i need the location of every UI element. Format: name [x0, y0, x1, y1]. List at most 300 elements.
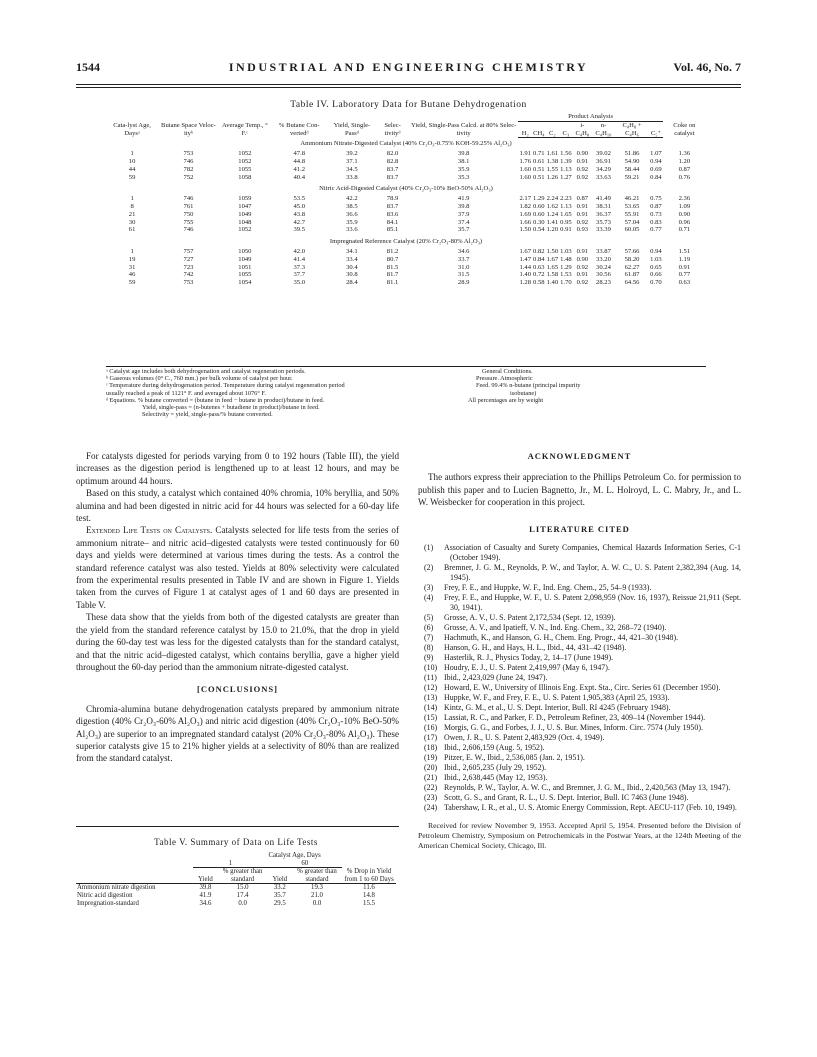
reference-item — [424, 563, 741, 583]
table-cell: 1.44 — [519, 263, 532, 271]
table-cell: 1.53 — [560, 271, 572, 279]
table-cell: 57.66 — [624, 247, 640, 255]
table-cell: 0.92 — [576, 218, 589, 226]
table-cell: 19.3 — [311, 884, 323, 892]
table-cell: 37.7 — [293, 271, 306, 279]
table-cell: 1.61 — [546, 150, 559, 158]
reference-number: (23) — [424, 793, 438, 803]
table-cell: 55.91 — [624, 210, 640, 218]
reference-text: Ibid., 2,606,159 (Aug. 5, 1952). — [444, 743, 545, 753]
table-cell: 1055 — [238, 271, 252, 279]
table-cell: 31.5 — [457, 271, 470, 279]
table-row — [106, 211, 706, 219]
th-c2: C₂ — [546, 121, 560, 138]
table-cell: 30.4 — [346, 263, 358, 271]
table-cell: 1.07 — [650, 150, 662, 158]
table-cell: 78.9 — [386, 195, 399, 203]
table-cell: 1.47 — [519, 255, 532, 263]
table-cell: 57.04 — [624, 218, 640, 226]
reference-item — [424, 713, 741, 723]
reference-number: (17) — [424, 733, 438, 743]
table-cell: 28.23 — [596, 279, 611, 287]
table-cell: 1054 — [238, 279, 252, 287]
table-cell: 1.29 — [533, 195, 545, 203]
table-cell: 34.1 — [346, 247, 358, 255]
table-cell: 10 — [128, 157, 136, 165]
table5 — [76, 852, 396, 907]
table-cell: 83.7 — [386, 202, 399, 210]
footnote: usually reached a peak of 1121° F. and averaged about 1076° F. — [106, 389, 266, 397]
table-cell: 0.60 — [533, 202, 545, 210]
table-cell: 1.26 — [546, 173, 559, 181]
table-cell: 36.6 — [346, 210, 358, 218]
table-cell: 35.7 — [457, 226, 470, 234]
table-cell: 64.56 — [624, 279, 640, 287]
table-cell: 31.0 — [457, 263, 470, 271]
table-cell: 1052 — [238, 157, 252, 165]
right-column — [418, 450, 741, 851]
table-cell: 752 — [183, 173, 194, 181]
table4-section — [106, 138, 706, 183]
table-cell: 82.8 — [386, 157, 399, 165]
table-cell: 1055 — [238, 165, 252, 173]
table-cell: 41.2 — [293, 165, 306, 173]
table-cell: 33.87 — [596, 247, 611, 255]
table-cell: 1.38 — [546, 157, 559, 165]
th-yield-single: Yield, Single-Passᵈ — [333, 122, 371, 138]
table-row — [106, 248, 706, 256]
th-c5: C₅⁺ — [649, 121, 663, 138]
row-label: Ammonium nitrate digestion — [77, 884, 156, 892]
table-cell: 28.4 — [346, 279, 358, 287]
table-cell: 0.92 — [576, 263, 589, 271]
table-cell: 38.5 — [346, 202, 358, 210]
reference-text: Pitzer, E. W., Ibid., 2,536,085 (Jan. 2, 1951). — [444, 753, 585, 763]
table-cell: 0.93 — [576, 226, 589, 234]
table-cell: 757 — [183, 247, 194, 255]
footnote: ᶜ Temperature during dehydrogenation period. Temperature during catalyst regeneration period — [106, 382, 345, 390]
table-cell: 39.8 — [457, 202, 470, 210]
table-cell: 0.69 — [650, 165, 662, 173]
th-nc4: n-C₄H₁₀ — [592, 121, 615, 138]
reference-item — [424, 773, 741, 783]
conclusions-heading: [CONCLUSIONS] — [196, 684, 278, 695]
table-cell: 1.65 — [546, 263, 559, 271]
reference-text: Morgis, G. G., and Forbes, J. J., U. S. Bur. Mines, Inform. Circ. 7574 (July 1950). — [444, 723, 703, 733]
table-cell: 0.71 — [533, 150, 545, 158]
volume-issue: Vol. 46, No. 7 — [673, 60, 741, 74]
table-cell: 51.86 — [624, 150, 640, 158]
table-cell: 1049 — [238, 255, 252, 263]
table-row — [106, 195, 706, 203]
table-cell: 0.94 — [650, 157, 662, 165]
reference-number: (15) — [424, 713, 438, 723]
th-yield-60: Yield — [272, 875, 288, 883]
table-cell: 35.73 — [596, 218, 611, 226]
table-row — [106, 174, 706, 184]
page-number: 1544 — [76, 60, 100, 74]
table-cell: 753 — [183, 150, 194, 158]
table-cell: 53.65 — [624, 202, 640, 210]
th-space-velocity: Butane Space Veloc-ityᵇ — [161, 122, 216, 138]
reference-text: Ibid., 2,605,235 (July 29, 1952). — [444, 763, 547, 773]
reference-number: (12) — [424, 683, 438, 693]
table-cell: 0.0 — [312, 899, 322, 907]
reference-number: (5) — [424, 613, 434, 623]
reference-text: Ibid., 2,638,445 (May 12, 1953). — [444, 773, 548, 783]
reference-number: (24) — [424, 803, 438, 813]
table-cell: 61.87 — [624, 271, 640, 279]
table4-footnotes — [106, 368, 506, 418]
reference-number: (10) — [424, 663, 438, 673]
table-cell: 59 — [128, 173, 136, 181]
table-cell: 1.19 — [678, 255, 691, 263]
table-cell: 35.0 — [293, 279, 306, 287]
table5-top-rule — [76, 826, 399, 827]
table-cell: 36.91 — [596, 157, 611, 165]
reference-text: Frey, F. E., and Huppke, W. F., U. S. Patent 2,098,959 (Nov. 16, 1937), Reissue 21,911 (Sept. 30, 1941). — [444, 593, 741, 613]
table-cell: 0.90 — [678, 210, 691, 218]
table-cell: 0.83 — [650, 218, 662, 226]
th-yield-calc: Yield, Single-Pass Calcd. at 80% Selec-tivity — [411, 122, 517, 138]
table-cell: 45.0 — [293, 202, 306, 210]
table-cell: 33.20 — [596, 255, 611, 263]
table-row — [106, 219, 706, 227]
reference-item — [424, 693, 741, 703]
running-header — [76, 56, 741, 80]
general-condition: Pressure. Atmospheric — [476, 375, 533, 383]
table-cell: 723 — [183, 263, 194, 271]
table-cell: 37.1 — [346, 157, 358, 165]
table-cell: 1.28 — [519, 279, 532, 287]
reference-number: (9) — [424, 653, 434, 663]
reference-text: Hachmuth, K., and Hanson, G. H., Chem. Eng. Progr., 44, 421–30 (1948). — [444, 633, 679, 643]
reference-text: Howard, E. W., University of Illinois Eng. Expt. Sta., Circ. Series 61 (December 1950). — [444, 683, 721, 693]
table-cell: 42.2 — [346, 195, 358, 203]
table4-title: Table IV. Laboratory Data for Butane Dehydrogenation — [290, 100, 527, 110]
th-coke: Coke on catalyst — [673, 122, 696, 138]
header-rule — [76, 84, 741, 85]
table-cell: 0.51 — [533, 165, 545, 173]
table-cell: 0.91 — [576, 202, 589, 210]
table-cell: 47.8 — [293, 150, 306, 158]
table-cell: 33.2 — [273, 884, 286, 892]
table-cell: 1058 — [238, 173, 252, 181]
table-cell: 1.40 — [546, 279, 559, 287]
th-avg-temp: Average Temp., ° F.ᶜ — [221, 122, 268, 138]
table4-section — [106, 236, 706, 289]
table-row — [106, 226, 706, 236]
reference-item — [424, 733, 741, 743]
table-row — [106, 150, 706, 158]
table-cell: 0.91 — [560, 226, 572, 234]
table-cell: 59 — [128, 279, 136, 287]
th-greater-60: % greater than standard — [297, 868, 337, 883]
footnote: ᵃ Catalyst age includes both dehydrogenation and catalyst regeneration periods. — [106, 368, 306, 375]
reference-number: (14) — [424, 703, 438, 713]
table-cell: 0.60 — [533, 210, 545, 218]
footnote: Selectivity = yield, single-pass/% butane converted. — [142, 411, 273, 419]
table-cell: 0.87 — [576, 195, 589, 203]
reference-item — [424, 803, 741, 813]
table-cell: 0.77 — [650, 226, 662, 234]
table-cell: 755 — [183, 218, 194, 226]
reference-list — [418, 543, 741, 813]
table-cell: 14.8 — [363, 891, 375, 899]
table4 — [106, 113, 706, 289]
run-in-head: Extended Life Tests on Catalysts. — [86, 525, 213, 536]
table-cell: 1048 — [238, 218, 252, 226]
table-cell: 39.02 — [596, 150, 611, 158]
section-title: Impregnated Reference Catalyst (20% Cr₂O₃-80% Al₂O₃) — [329, 238, 483, 246]
table-cell: 0.58 — [533, 279, 545, 287]
table-cell: 1.09 — [678, 202, 691, 210]
table-cell: 0.76 — [678, 173, 691, 181]
table-cell: 1.13 — [560, 202, 572, 210]
table-cell: 782 — [183, 165, 194, 173]
reference-number: (4) — [424, 593, 434, 603]
table-cell: 29.5 — [273, 899, 286, 907]
table-cell: 0.92 — [576, 173, 589, 181]
reference-number: (6) — [424, 623, 434, 633]
table-cell: 0.75 — [650, 195, 662, 203]
table-cell: 0.70 — [650, 279, 662, 287]
table-cell: 0.61 — [533, 157, 545, 165]
table-cell: 53.5 — [293, 195, 306, 203]
reference-item — [424, 543, 741, 563]
table-cell: 1.24 — [546, 210, 559, 218]
table-cell: 1 — [130, 195, 134, 203]
table-cell: 80.7 — [386, 255, 399, 263]
table-cell: 0.94 — [650, 247, 662, 255]
reference-text: Association of Casualty and Surety Companies, Chemical Hazards Information Series, C-1 (October 1949). — [444, 543, 741, 563]
th-ic4: i-C₄H₈ — [573, 121, 592, 138]
table-cell: 21.0 — [311, 891, 323, 899]
table-cell: 0.91 — [576, 210, 589, 218]
table-cell: 0.91 — [678, 263, 691, 271]
table-cell: 1047 — [238, 202, 252, 210]
table-cell: 0.66 — [650, 271, 662, 279]
paragraph: These data show that the yields from both of the digested catalysts are greater than the yield from the standard reference catalyst by 15.0 to 21.0%, that the drop in yield during the 60-day test was less for the digested catalysts than for the standard catalyst, and that the nitric acid–digested catalyst, which contains beryllia, gave a higher yield throughout the 60-day period than the ammonium nitrate-digested catalyst. — [76, 612, 399, 672]
table-cell: 1.20 — [678, 157, 691, 165]
table-cell: 44 — [128, 165, 136, 173]
table-cell: 36.37 — [596, 210, 611, 218]
table-cell: 1059 — [238, 195, 252, 203]
table-cell: 1.03 — [650, 255, 662, 263]
reference-item — [424, 703, 741, 713]
reference-item — [424, 583, 741, 593]
reference-number: (16) — [424, 723, 438, 733]
table-cell: 33.4 — [346, 255, 358, 263]
table-cell: 40.4 — [293, 173, 306, 181]
table-cell: 746 — [183, 226, 194, 234]
table-cell: 1.55 — [546, 165, 559, 173]
th-product-analysis: Product Analysis — [518, 113, 662, 121]
table-cell: 84.1 — [386, 218, 399, 226]
table-cell: 35.7 — [273, 891, 286, 899]
section-title: Nitric Acid-Digested Catalyst (40% Cr₂O₃-10% BeO-50% Al₂O₃) — [319, 185, 493, 193]
reference-text: Hasterlik, R. J., Physics Today, 2, 14–17 (June 1949). — [444, 653, 614, 663]
table-cell: 742 — [183, 271, 194, 279]
table-cell: 1049 — [238, 210, 252, 218]
table-cell: 0.65 — [650, 263, 662, 271]
table-cell: 42.0 — [293, 247, 306, 255]
th-conversion: % Butane Con-vertedᵈ — [278, 122, 320, 138]
table-cell: 39.2 — [346, 150, 358, 158]
th-drop: % Drop in Yield from 1 to 60 Days — [344, 868, 394, 883]
reference-text: Grosse, A. V., and Ipatieff, V. N., Ind. Eng. Chem., 32, 268–72 (1940). — [444, 623, 667, 633]
table4-section — [106, 183, 706, 236]
table-cell: 38.31 — [596, 202, 611, 210]
table-cell: 0.71 — [678, 226, 691, 234]
table-cell: 0.72 — [533, 271, 545, 279]
table-cell: 37.4 — [457, 218, 470, 226]
table-cell: 1.69 — [519, 210, 532, 218]
table-cell: 85.1 — [386, 226, 399, 234]
reference-text: Tabershaw, I. R., et al., U. S. Atomic Energy Commission, Rept. AECU-117 (Feb. 10, 1949). — [444, 803, 737, 813]
table-row — [106, 264, 706, 272]
th-age-1: 1 — [193, 860, 267, 868]
table4-bottom-rule — [106, 366, 706, 367]
table-cell: 41.9 — [199, 891, 212, 899]
table-cell: 34.6 — [457, 247, 470, 255]
table-cell: 746 — [183, 195, 194, 203]
table-cell: 39.8 — [199, 884, 212, 892]
reference-item — [424, 753, 741, 763]
table-cell: 1.62 — [546, 202, 559, 210]
table-cell: 11.6 — [363, 884, 375, 892]
reference-text: Frey, F. E., and Huppke, W. F., Ind. Eng. Chem., 25, 54–9 (1933). — [444, 583, 652, 593]
table-cell: 1.91 — [519, 150, 532, 158]
table-row — [76, 892, 396, 900]
acknowledgment-text: The authors express their appreciation to the Phillips Petroleum Co. for permission to publish this paper and to Lucien Bagnetto, Jr., M. L. Holroyd, L. C. Mabry, Jr., and L. W. Weisbecker for cooperation in this project. — [418, 472, 741, 508]
table-cell: 82.0 — [386, 150, 399, 158]
table-cell: 0.92 — [576, 165, 589, 173]
table-cell: 37.9 — [457, 210, 470, 218]
reference-number: (20) — [424, 763, 438, 773]
table-cell: 0.63 — [678, 279, 691, 287]
table-cell: 1.56 — [560, 150, 572, 158]
table-cell: 81.1 — [386, 279, 399, 287]
reference-text: Huppke, W. F., and Frey, F. E., U. S. Patent 1,905,383 (April 25, 1933). — [444, 693, 670, 703]
table-cell: 41.4 — [293, 255, 306, 263]
table-cell: 1.51 — [678, 247, 691, 255]
reference-text: Ibid., 2,423,029 (June 24, 1947). — [444, 673, 548, 683]
table-cell: 31 — [128, 263, 136, 271]
table-cell: 81.7 — [386, 271, 399, 279]
reference-item — [424, 723, 741, 733]
reference-item — [424, 683, 741, 693]
reference-text: Owen, J. R., U. S. Patent 2,483,929 (Oct. 4, 1949). — [444, 733, 605, 743]
table-cell: 58.44 — [624, 165, 640, 173]
journal-title: INDUSTRIAL AND ENGINEERING CHEMISTRY — [228, 60, 589, 74]
reference-item — [424, 613, 741, 623]
reference-number: (13) — [424, 693, 438, 703]
reference-text: Reynolds, P. W., Taylor, A. W. C., and Bremner, J. G. M., Ibid., 2,420,563 (May 13, 1947). — [444, 783, 731, 793]
table-cell: 750 — [183, 210, 194, 218]
th-h2: H₂ — [518, 121, 532, 138]
th-selectivity: Selec-tivityᵈ — [384, 122, 401, 138]
general-condition: General Conditions. — [482, 368, 533, 375]
table-cell: 1.60 — [519, 165, 532, 173]
general-condition: isobutane) — [510, 389, 537, 397]
reference-text: Scott, G. S., and Grant, R. L., U. S. Dept. Interior, Bull. IC 7463 (June 1948). — [444, 793, 689, 803]
table-cell: 43.8 — [293, 210, 306, 218]
reference-number: (19) — [424, 753, 438, 763]
table-cell: 15.5 — [363, 899, 375, 907]
paragraph: Chromia-alumina butane dehydrogenation catalysts prepared by ammonium nitrate digestion (40% Cr₂O₃-60% Al₂O₃) and nitric acid digestion (40% Cr₂O₃-10% BeO-50% Al₂O₃) are superior to an impregnated standard catalyst (20% Cr₂O₃-80% Al₂O₃). These superior catalysts give 15 to 21% higher yields at a selectivity of 80% than are realized from the standard catalyst. — [76, 703, 399, 764]
table-cell: 33.39 — [596, 226, 611, 234]
table-cell: 30.56 — [596, 271, 611, 279]
table-cell: 39.5 — [293, 226, 306, 234]
table-cell: 83.7 — [386, 165, 399, 173]
table-cell: 59.21 — [624, 173, 640, 181]
footnote: ᵇ Gaseous volumes (0° C., 760 mm.) per bulk volume of catalyst per hour. — [106, 375, 293, 383]
table-cell: 41.49 — [596, 195, 611, 203]
table-cell: 753 — [183, 279, 194, 287]
footnote: ᵈ Equations. % butane converted = (butane in feed − butane in product)/butane in feed. — [106, 396, 325, 404]
reference-item — [424, 633, 741, 643]
table5-title: Table V. Summary of Data on Life Tests — [154, 837, 318, 847]
acknowledgment-heading: ACKNOWLEDGMENT — [527, 451, 632, 461]
reference-item — [424, 673, 741, 683]
table-cell: 1.50 — [519, 226, 532, 234]
table-cell: 1.67 — [546, 255, 559, 263]
reference-number: (21) — [424, 773, 438, 783]
table-cell: 2.36 — [678, 195, 691, 203]
table-cell: 35.3 — [457, 173, 470, 181]
reference-number: (1) — [424, 543, 434, 553]
table-cell: 0.51 — [533, 173, 545, 181]
paragraph: For catalysts digested for periods varying from 0 to 192 hours (Table III), the yield increases as the digestion period is lengthened up to at least 12 hours, and may be optimum around 44 hours. — [76, 451, 399, 486]
received-note: Received for review November 9, 1953. Accepted April 5, 1954. Presented before the Division of Petroleum Chemistry, Symposium on Petrochemicals in the Postwar Years, at the 124th Meeting of the American Chemical Society, Chicago, Ill. — [418, 821, 741, 851]
table-cell: 81.5 — [386, 263, 399, 271]
table-cell: 1.13 — [560, 165, 572, 173]
table-cell: 1051 — [238, 263, 252, 271]
table-cell: 0.87 — [650, 202, 662, 210]
table-cell: 44.8 — [293, 157, 306, 165]
table-cell: 1052 — [238, 226, 252, 234]
th-cat-age: Cata-lyst Age, Daysᵃ — [113, 122, 151, 138]
reference-item — [424, 643, 741, 653]
reference-number: (11) — [424, 673, 437, 683]
table-cell: 2.23 — [560, 195, 572, 203]
table-cell: 2.17 — [519, 195, 532, 203]
reference-number: (7) — [424, 633, 434, 643]
table-cell: 1.29 — [560, 263, 572, 271]
general-condition: Feed. 99.4% n-butane (principal impurity — [476, 382, 581, 390]
left-column — [76, 450, 399, 765]
table-cell: 34.5 — [346, 165, 358, 173]
table-cell: 15.0 — [236, 884, 249, 892]
table-cell: 1.40 — [519, 271, 532, 279]
table-cell: 8 — [130, 202, 134, 210]
table-cell: 42.7 — [293, 218, 306, 226]
table-cell: 0.82 — [533, 247, 545, 255]
table-cell: 1.27 — [560, 173, 572, 181]
table-cell: 1.41 — [546, 218, 559, 226]
reference-text: Houdry, E. J., U. S. Patent 2,419,997 (May 6, 1947). — [444, 663, 610, 673]
table-cell: 30.8 — [346, 271, 358, 279]
table-cell: 19 — [128, 255, 136, 263]
table-cell: 37.3 — [293, 263, 306, 271]
paragraph: Extended Life Tests on Catalysts. Catalysts selected for life tests from the series of ammonium nitrate– and nitric acid–digested catalysts were tested continuously for 60 days and yields were determined at various times during the tests. As a control the standard reference catalyst was also tested. Yields at 80% selectivity were calculated from the experimental results presented in Table IV and are shown in Figure 1. Yields taken from the curves of Figure 1 at catalyst ages of 1 and 60 days are presented in Table V. — [76, 525, 399, 610]
table-cell: 61 — [128, 226, 136, 234]
table-cell: 0.54 — [533, 226, 545, 234]
table-cell: 60.05 — [624, 226, 640, 234]
table-cell: 33.8 — [346, 173, 358, 181]
reference-text: Bremner, J. G. M., Reynolds, P. W., and Taylor, A. W. C., U. S. Patent 2,382,394 (Aug. 14, 1945). — [444, 563, 741, 583]
